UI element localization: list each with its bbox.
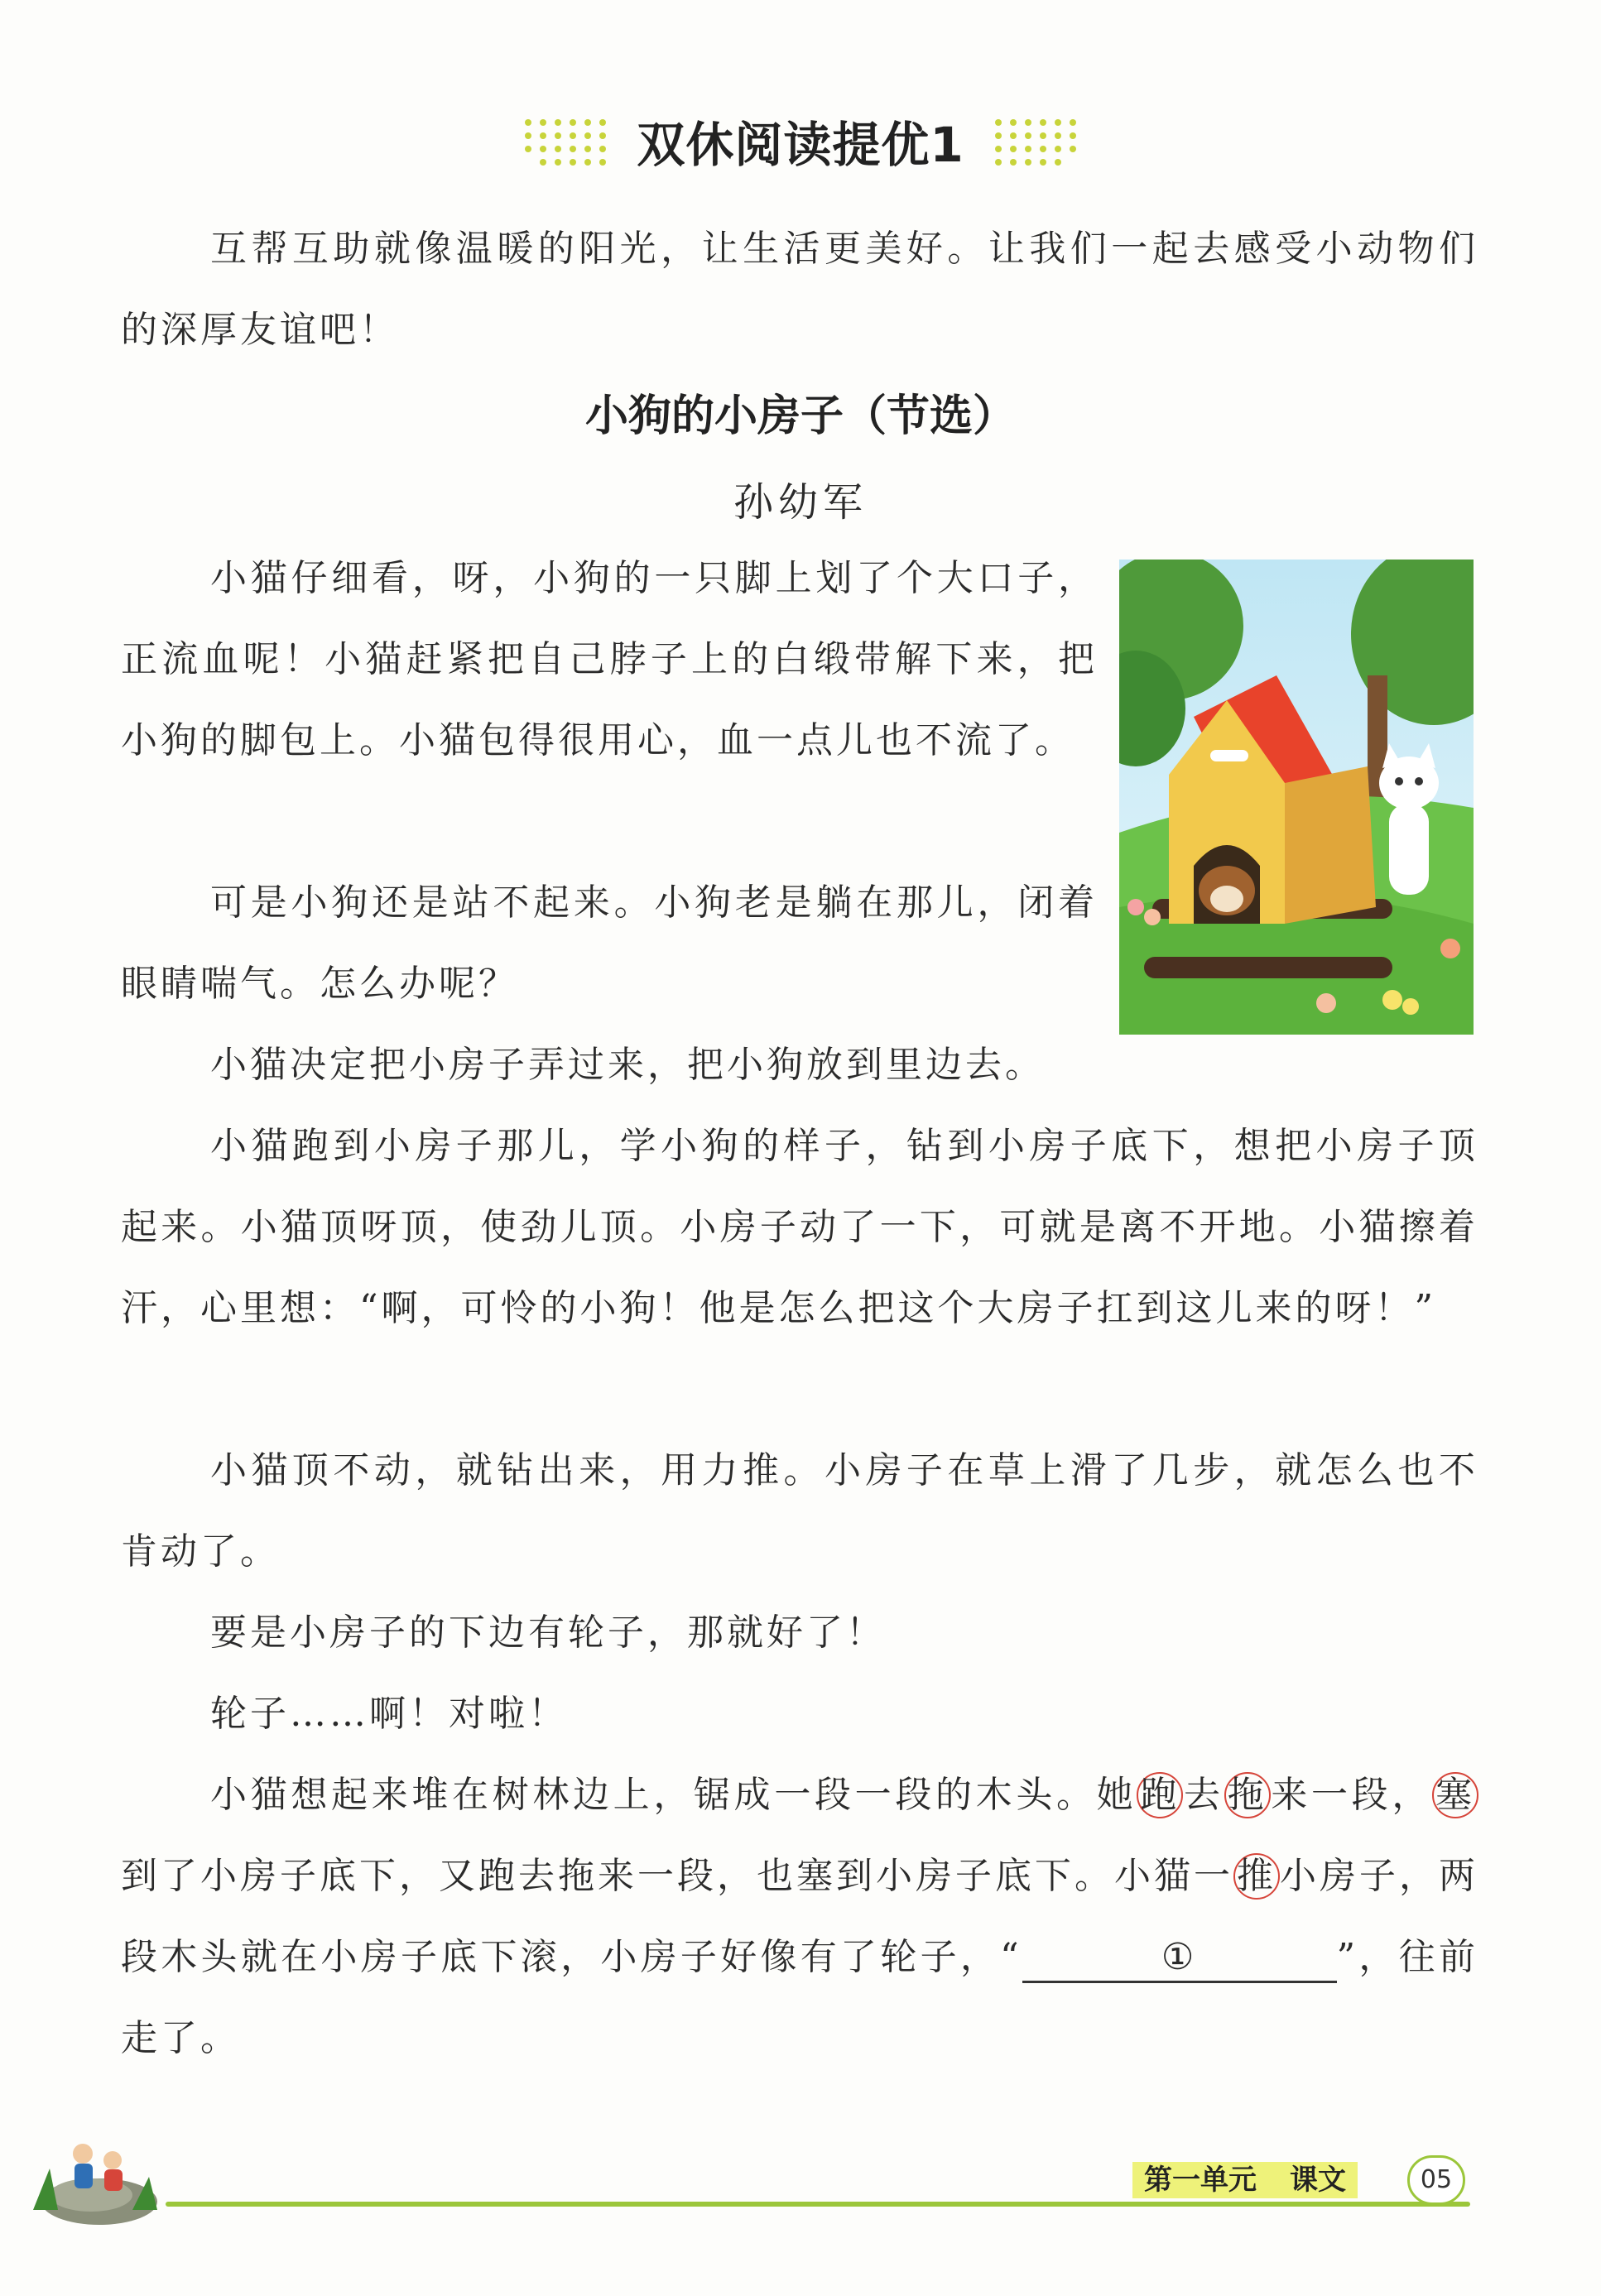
p8-text-e: 小房子，两段木头就在小房子底下滚，小房子好像有了轮子，“ xyxy=(121,1855,1478,1978)
page-title: 双休阅读提优1 xyxy=(637,117,964,173)
circled-char-sai: 塞 xyxy=(1432,1772,1478,1818)
p8-text-d: 到了小房子底下，又跑去拖来一段，也塞到小房子底下。小猫一 xyxy=(121,1855,1233,1897)
page-number: 05 xyxy=(1407,2155,1465,2205)
story-paragraph-2: 可是小狗还是站不起来。小狗老是躺在那儿，闭着眼睛喘气。怎么办呢？ xyxy=(121,881,1098,1005)
unit-name: 第一单元 xyxy=(1144,2164,1257,2197)
p8-text-b: 去 xyxy=(1183,1774,1224,1816)
circled-char-tui: 推 xyxy=(1233,1853,1280,1900)
story-paragraph-1: 小猫仔细看，呀，小狗的一只脚上划了个大口子，正流血呢！小猫赶紧把自己脖子上的白缎带解下来，把小狗的脚包上。小猫包得很用心，血一点儿也不流了。 xyxy=(121,557,1098,761)
section-name: 课文 xyxy=(1290,2164,1346,2197)
p8-text-a: 小猫想起来堆在树林边上，锯成一段一段的木头。她 xyxy=(210,1774,1137,1816)
story-title: 小狗的小房子（节选） xyxy=(584,391,1016,441)
story-paragraph-3: 小猫决定把小房子弄过来，把小狗放到里边去。 xyxy=(210,1044,1045,1086)
footer-divider xyxy=(166,2202,1470,2207)
story-paragraph-6: 要是小房子的下边有轮子，那就好了！ xyxy=(210,1612,886,1654)
unit-label xyxy=(1132,2162,1358,2198)
story-paragraph-4: 小猫跑到小房子那儿，学小狗的样子，钻到小房子底下，想把小房子顶起来。小猫顶呀顶，使劲儿顶。小房子动了一下，可就是离不开地。小猫擦着汗，心里想：“啊，可怜的小狗！他是怎么把这个大房子扛到这儿来的呀！” xyxy=(121,1125,1478,1329)
p8-text-f: ”，往前走了。 xyxy=(121,1936,1478,2059)
circled-char-pao: 跑 xyxy=(1137,1772,1183,1818)
story-paragraph-5: 小猫顶不动，就钻出来，用力推。小房子在草上滑了几步，就怎么也不肯动了。 xyxy=(121,1449,1478,1573)
children-on-rock-illustration xyxy=(25,2119,166,2226)
intro-paragraph: 互帮互助就像温暖的阳光，让生活更美好。让我们一起去感受小动物们的深厚友谊吧！ xyxy=(121,228,1478,351)
decorative-dots-right-icon xyxy=(988,116,1079,166)
circled-char-tuo: 拖 xyxy=(1224,1772,1271,1818)
answer-blank-1[interactable]: ① xyxy=(1022,1934,1337,1983)
page-header xyxy=(0,106,1601,189)
doghouse-illustration xyxy=(1119,560,1474,1035)
story-author: 孙幼军 xyxy=(733,479,868,526)
story-paragraph-7: 轮子……啊！对啦！ xyxy=(210,1693,568,1735)
p8-text-c: 来一段， xyxy=(1270,1774,1433,1816)
story-paragraph-8 xyxy=(121,1755,1478,2079)
decorative-dots-left-icon xyxy=(522,116,613,166)
